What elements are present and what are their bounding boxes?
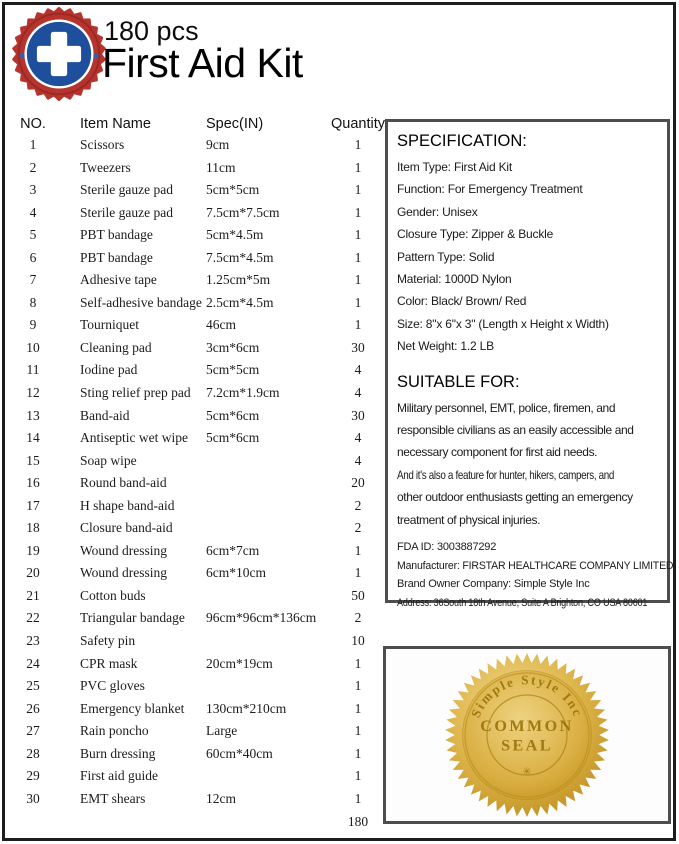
row-number: 15 [26,452,40,468]
item-name: CPR mask [80,655,138,671]
item-name: Round band-aid [80,475,167,491]
item-name: EMT shears [80,790,146,806]
specification-line: Gender: Unisex [397,204,478,219]
seal-box [383,646,671,824]
item-quantity: 2 [354,610,362,626]
item-spec: 96cm*96cm*136cm [206,610,317,626]
item-quantity: 50 [351,587,365,603]
item-spec [206,517,328,540]
row-number: 6 [29,249,37,265]
item-quantity: 1 [354,249,362,265]
table-row [16,562,388,585]
item-quantity: 1 [354,678,362,694]
item-name: Scissors [80,137,125,152]
item-name: Triangular bandage [80,610,185,626]
item-quantity: 1 [354,272,362,288]
suitable-for-line: necessary component for first aid needs. [397,445,598,460]
item-quantity: 4 [354,452,362,468]
item-spec: 5cm*5cm [206,362,260,378]
table-row [16,427,388,450]
table-row [16,269,388,292]
row-number: 1 [29,137,37,152]
specification-line: Closure Type: Zipper & Buckle [397,227,554,242]
item-spec [206,630,328,653]
item-spec: 5cm*4.5m [206,227,264,243]
item-quantity: 4 [354,430,362,446]
item-spec: 60cm*40cm [206,745,273,761]
item-spec [206,472,328,495]
item-quantity: 2 [354,520,362,536]
col-spec: Spec(IN) [206,116,264,132]
row-number: 2 [29,159,37,175]
table-row [16,134,388,157]
item-name: PBT bandage [80,227,153,243]
specification-line: Item Type: First Aid Kit [397,160,513,174]
table-row [16,495,388,518]
item-quantity: 4 [354,362,362,378]
row-number: 8 [29,294,37,310]
table-row [16,314,388,337]
suitable-for-line: treatment of physical injuries. [397,512,541,527]
table-row [16,675,388,698]
item-quantity: 10 [351,633,365,649]
item-quantity: 1 [354,294,362,310]
item-name: Tourniquet [80,317,140,333]
row-number: 9 [29,317,37,333]
row-number: 23 [26,633,40,649]
suitable-for-line: And it's also a feature for hunter, hikers, campers, and [397,467,615,482]
item-spec: 5cm*5cm [206,182,260,198]
item-name: Adhesive tape [80,272,157,288]
item-name: Antiseptic wet wipe [80,430,188,446]
item-name: PVC gloves [80,678,145,694]
seal-star-icon: ✳ [522,766,532,779]
row-number: 25 [26,678,40,694]
suitable-for-line: Military personnel, EMT, police, firemen, and [397,400,616,415]
seal-arc-text: Simple Style Inc [467,672,587,720]
specification-line: Pattern Type: Solid [397,249,495,264]
item-spec: 9cm [206,137,230,152]
item-quantity: 20 [351,475,365,491]
item-name: Self-adhesive bandage [80,294,202,310]
item-quantity: 1 [354,768,362,784]
row-number: 24 [26,655,40,671]
item-quantity: 30 [351,407,365,423]
item-name: Soap wipe [80,452,137,468]
item-quantity: 1 [354,227,362,243]
row-number: 28 [26,745,40,761]
item-name: Band-aid [80,407,130,423]
table-row [16,292,388,315]
item-spec: Large [206,723,238,739]
item-quantity: 1 [354,723,362,739]
table-row [16,720,388,743]
item-quantity: 1 [354,182,362,198]
item-name: PBT bandage [80,249,153,265]
row-number: 5 [29,227,37,243]
item-spec: 12cm [206,790,236,806]
logo-right-rivet [93,53,98,58]
item-spec: 20cm*19cm [206,655,273,671]
item-spec [206,585,328,608]
table-row [16,743,388,766]
row-number: 16 [26,475,40,491]
item-name: Emergency blanket [80,700,185,716]
item-quantity: 1 [354,790,362,806]
item-spec [206,495,328,518]
table-row [16,585,388,608]
item-quantity: 1 [354,137,362,152]
item-name: H shape band-aid [80,497,175,513]
table-row [16,517,388,540]
item-spec: 11cm [206,159,236,175]
item-spec: 2.5cm*4.5m [206,294,274,310]
row-number: 3 [29,182,37,198]
seal-line1: COMMON [480,718,574,736]
row-number: 7 [29,272,37,288]
specification-line: Material: 1000D Nylon [397,272,512,287]
row-number: 21 [26,587,40,603]
table-row [16,224,388,247]
item-quantity: 1 [354,159,362,175]
suitable-for-line: other outdoor enthusiasts getting an emergency [397,490,633,505]
total-quantity: 180 [347,814,369,829]
table-row [16,359,388,382]
item-quantity: 1 [354,745,362,761]
table-total-row [16,810,388,833]
regulatory-line: Address: 36South 18th Avenue, Suite A Brighton, CO USA 80601 [397,596,648,609]
col-no: NO. [20,116,46,132]
table-row [16,157,388,180]
suitable-for-line: responsible civilians as an easily accessible and [397,423,634,438]
item-name: Sterile gauze pad [80,204,173,220]
item-spec: 7.5cm*4.5m [206,249,274,265]
specification-line: Size: 8"x 6"x 3" (Length x Height x Width) [397,316,609,331]
item-spec: 1.25cm*5m [206,272,271,288]
item-quantity: 1 [354,317,362,333]
specification-heading: SPECIFICATION: [397,132,527,150]
table-row [16,450,388,473]
specification-line: Function: For Emergency Treatment [397,182,583,197]
regulatory-info [397,538,674,612]
item-name: Closure band-aid [80,520,173,536]
table-row [16,540,388,563]
item-name: Rain poncho [80,723,149,739]
suitable-for-heading: SUITABLE FOR: [397,372,520,391]
table-header [16,116,388,132]
item-name: Wound dressing [80,542,168,558]
specification-line: Color: Black/ Brown/ Red [397,294,527,309]
table-row [16,698,388,721]
regulatory-line: Brand Owner Company: Simple Style Inc [397,578,590,591]
table-row [16,202,388,225]
specification-box [385,119,674,609]
logo-left-rivet [19,53,24,58]
table-row [16,788,388,811]
row-number: 30 [26,790,40,806]
row-number: 13 [26,407,40,423]
piece-count: 180 pcs [104,16,199,46]
item-quantity: 1 [354,655,362,671]
table-row [16,653,388,676]
row-number: 4 [29,204,37,220]
item-spec [206,675,328,698]
row-number: 14 [26,430,40,446]
item-quantity: 1 [354,204,362,220]
regulatory-line: FDA ID: 3003887292 [397,541,497,554]
row-number: 27 [26,723,40,739]
contents-table [16,134,388,810]
row-number: 12 [26,385,40,401]
item-spec [206,450,328,473]
row-number: 20 [26,565,40,581]
table-row [16,382,388,405]
item-name: Cotton buds [80,587,146,603]
item-spec: 3cm*6cm [206,339,260,355]
item-name: Iodine pad [80,362,138,378]
item-spec: 46cm [206,317,236,333]
item-name: Wound dressing [80,565,168,581]
row-number: 19 [26,542,40,558]
item-spec: 5cm*6cm [206,407,260,423]
row-number: 17 [26,497,40,513]
table-row [16,472,388,495]
item-spec: 5cm*6cm [206,430,260,446]
table-row [16,765,388,788]
table-row [16,405,388,428]
common-seal-emblem [444,652,610,818]
item-name: Burn dressing [80,745,156,761]
item-quantity: 4 [354,385,362,401]
item-quantity: 1 [354,542,362,558]
col-item-name: Item Name [80,116,151,132]
table-row [16,247,388,270]
item-spec: 7.5cm*7.5cm [206,204,280,220]
item-spec [206,765,328,788]
item-name: Sting relief prep pad [80,385,191,401]
item-spec: 6cm*10cm [206,565,266,581]
table-row [16,630,388,653]
table-row [16,337,388,360]
item-spec: 7.2cm*1.9cm [206,385,280,401]
item-spec: 6cm*7cm [206,542,260,558]
row-number: 26 [26,700,40,716]
regulatory-line: Manufacturer: FIRSTAR HEALTHCARE COMPANY LIMITED [397,559,674,572]
item-quantity: 1 [354,565,362,581]
item-quantity: 1 [354,700,362,716]
specification-lines [397,156,658,358]
item-name: Sterile gauze pad [80,182,173,198]
page-title: First Aid Kit [102,40,303,86]
item-name: First aid guide [80,768,158,784]
item-quantity: 30 [351,339,365,355]
item-spec: 130cm*210cm [206,700,287,716]
row-number: 22 [26,610,40,626]
table-row [16,607,388,630]
col-quantity: Quantity [331,116,385,132]
item-name: Safety pin [80,633,136,649]
row-number: 11 [26,362,40,378]
suitable-for-text [397,397,658,531]
item-quantity: 2 [354,497,362,513]
row-number: 29 [26,768,40,784]
item-name: Cleaning pad [80,339,152,355]
first-aid-cross-logo [11,6,107,102]
row-number: 10 [26,339,40,355]
row-number: 18 [26,520,40,536]
seal-line2: SEAL [501,737,553,755]
table-row [16,179,388,202]
specification-line: Net Weight: 1.2 LB [397,339,494,354]
item-name: Tweezers [80,159,131,175]
